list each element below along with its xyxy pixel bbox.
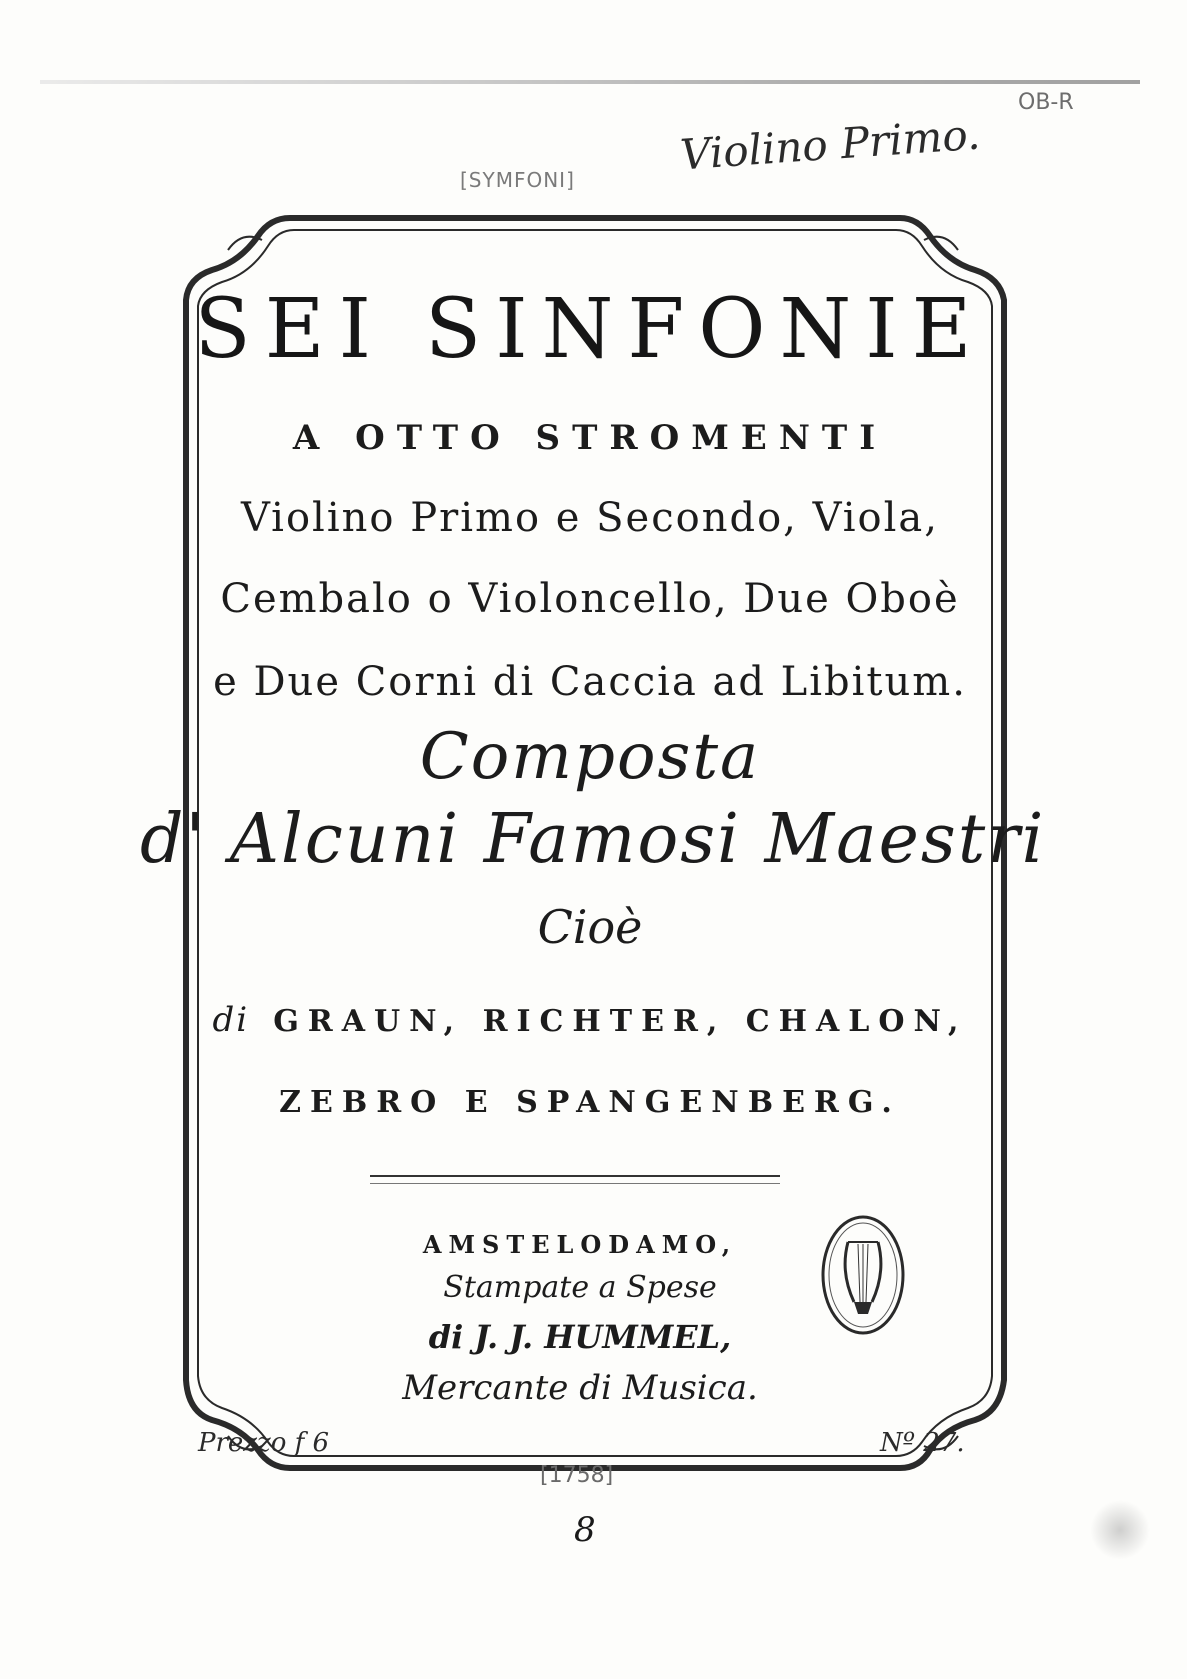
date-stamp: [1758] <box>540 1463 614 1488</box>
instrumentation-line-1: Violino Primo e Secondo, Viola, <box>241 495 939 541</box>
imprint-stampate: Stampate a Spese <box>443 1270 717 1305</box>
composta-heading: Composta <box>419 720 761 794</box>
imprint-mercante: Mercante di Musica. <box>402 1368 758 1408</box>
shelfmark-annotation: OB-R <box>1018 90 1074 115</box>
imprint-city: AMSTELODAMO, <box>422 1230 738 1259</box>
scan-speckle <box>1090 1500 1150 1560</box>
page-number: 8 <box>574 1510 596 1550</box>
handwritten-part-label: Violino Primo. <box>678 109 982 180</box>
top-scan-rule <box>40 80 1140 84</box>
imprint-publisher: di J. J. HUMMEL, <box>428 1318 732 1356</box>
instrumentation-line-3: e Due Corni di Caccia ad Libitum. <box>213 659 967 705</box>
composers-line-1 <box>140 1000 1040 1040</box>
price-note: Prezzo f 6 _ <box>198 1428 351 1458</box>
composers-prefix: di <box>212 1000 250 1040</box>
work-subtitle: A OTTO STROMENTI <box>292 418 888 458</box>
catalog-number: Nº 27. <box>880 1428 965 1458</box>
cioe-line: Cioè <box>537 900 643 954</box>
instrumentation-line-2: Cembalo o Violoncello, Due Oboè <box>220 576 960 622</box>
composers-names-1: GRAUN, RICHTER, CHALON, <box>273 1004 968 1039</box>
catalog-stamp: [SYMFONI] <box>460 168 575 192</box>
lyre-icon <box>818 1212 908 1338</box>
composers-line-2: ZEBRO E SPANGENBERG. <box>279 1085 901 1120</box>
alcuni-maestri-line: d' Alcuni Famosi Maestri <box>140 800 1046 879</box>
work-title: SEI SINFONIE <box>194 282 986 377</box>
separator-rule <box>370 1175 780 1184</box>
